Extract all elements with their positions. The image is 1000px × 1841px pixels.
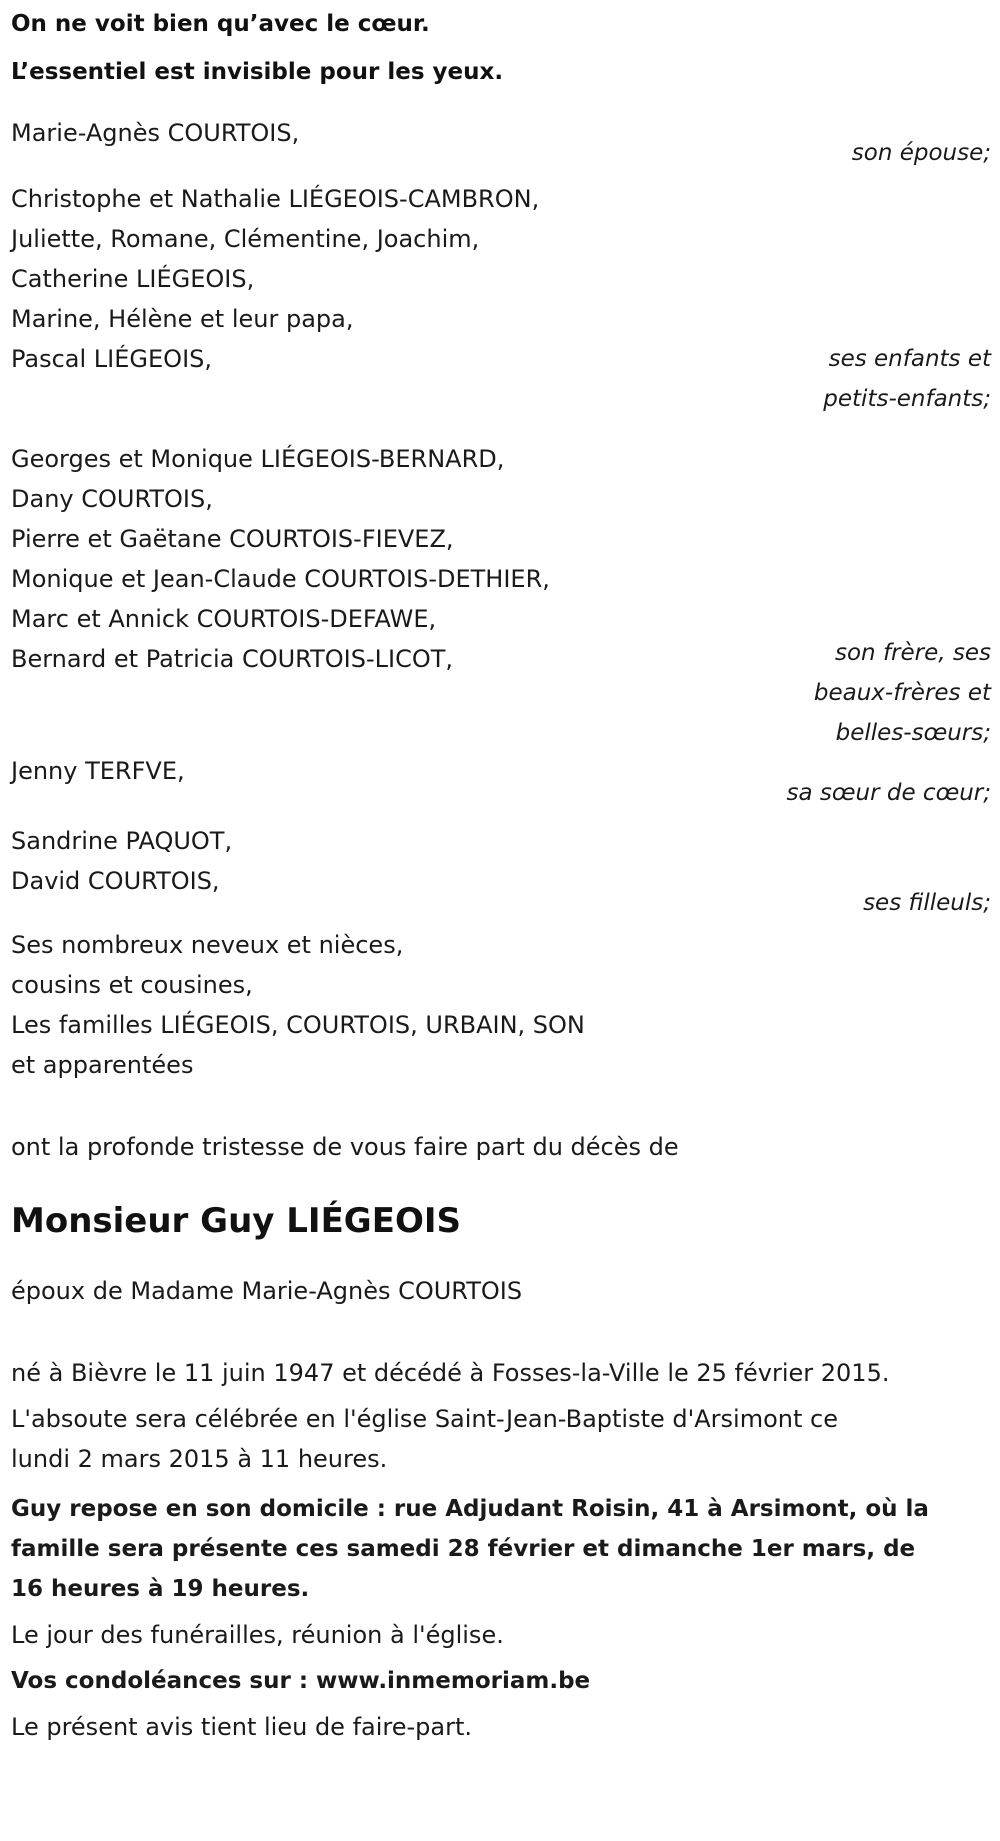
family-name: Marc et Annick COURTOIS-DEFAWE, xyxy=(11,605,437,633)
family-group-sister-of-heart xyxy=(11,751,991,815)
family-name: Catherine LIÉGEOIS, xyxy=(11,265,255,293)
family-name: Pierre et Gaëtane COURTOIS-FIEVEZ, xyxy=(11,525,454,553)
ceremony-line: L'absoute sera célébrée en l'église Saint-Jean-Baptiste d'Arsimont ce xyxy=(11,1405,838,1433)
family-role xyxy=(671,133,991,173)
family-name: Monique et Jean-Claude COURTOIS-DETHIER, xyxy=(11,565,550,593)
family-group-spouse xyxy=(11,113,991,173)
extended-family-line: Ses nombreux neveux et nièces, xyxy=(11,931,404,959)
family-name: David COURTOIS, xyxy=(11,867,220,895)
family-name: Jenny TERFVE, xyxy=(11,757,185,785)
family-role xyxy=(671,339,991,419)
family-name: Dany COURTOIS, xyxy=(11,485,213,513)
family-name: Sandrine PAQUOT, xyxy=(11,827,233,855)
family-role-line: son épouse; xyxy=(851,140,991,166)
ceremony-line: lundi 2 mars 2015 à 11 heures. xyxy=(11,1445,388,1473)
family-group-children xyxy=(11,179,991,417)
family-role-line: beaux-frères et xyxy=(813,680,991,706)
visitation-line: Guy repose en son domicile : rue Adjudant Roisin, 41 à Arsimont, où la xyxy=(11,1496,929,1522)
family-name: Marine, Hélène et leur papa, xyxy=(11,305,354,333)
family-role-line: belles-sœurs; xyxy=(835,720,991,746)
family-name: Pascal LIÉGEOIS, xyxy=(11,345,213,373)
family-role xyxy=(671,633,991,753)
extended-family-line: Les familles LIÉGEOIS, COURTOIS, URBAIN, SON xyxy=(11,1011,585,1039)
family-name: Marie-Agnès COURTOIS, xyxy=(11,119,300,147)
funeral-day-line: Le jour des funérailles, réunion à l'église. xyxy=(11,1621,504,1649)
family-name: Christophe et Nathalie LIÉGEOIS-CAMBRON, xyxy=(11,185,540,213)
family-role xyxy=(671,883,991,923)
family-name: Georges et Monique LIÉGEOIS-BERNARD, xyxy=(11,445,505,473)
family-role-line: ses filleuls; xyxy=(863,890,991,916)
condolences-line: Vos condoléances sur : www.inmemoriam.be xyxy=(11,1668,591,1694)
spouse-line: époux de Madame Marie-Agnès COURTOIS xyxy=(11,1277,523,1305)
family-role-line: ses enfants et xyxy=(828,346,991,372)
family-group-godchildren xyxy=(11,821,991,925)
visitation-line: 16 heures à 19 heures. xyxy=(11,1576,310,1602)
family-name: Juliette, Romane, Clémentine, Joachim, xyxy=(11,225,480,253)
quote-line-1: On ne voit bien qu’avec le cœur. xyxy=(11,11,430,37)
quote-line-2: L’essentiel est invisible pour les yeux. xyxy=(11,59,504,85)
extended-family xyxy=(11,925,991,1085)
ceremony-paragraph xyxy=(11,1399,989,1479)
announcement-text: ont la profonde tristesse de vous faire part du décès de xyxy=(11,1133,679,1161)
family-role-line: sa sœur de cœur; xyxy=(786,780,991,806)
deceased-name: Monsieur Guy LIÉGEOIS xyxy=(11,1201,461,1241)
extended-family-line: et apparentées xyxy=(11,1051,194,1079)
notice-line: Le présent avis tient lieu de faire-part. xyxy=(11,1713,473,1741)
family-role xyxy=(571,773,991,813)
visitation-line: famille sera présente ces samedi 28 février et dimanche 1er mars, de xyxy=(11,1536,916,1562)
birth-death-line: né à Bièvre le 11 juin 1947 et décédé à Fosses-la-Ville le 25 février 2015. xyxy=(11,1359,890,1387)
visitation-paragraph xyxy=(11,1489,989,1609)
family-role-line: petits-enfants; xyxy=(823,386,991,412)
family-role-line: son frère, ses xyxy=(835,640,991,666)
family-name: Bernard et Patricia COURTOIS-LICOT, xyxy=(11,645,454,673)
family-group-siblings xyxy=(11,439,991,751)
extended-family-line: cousins et cousines, xyxy=(11,971,253,999)
